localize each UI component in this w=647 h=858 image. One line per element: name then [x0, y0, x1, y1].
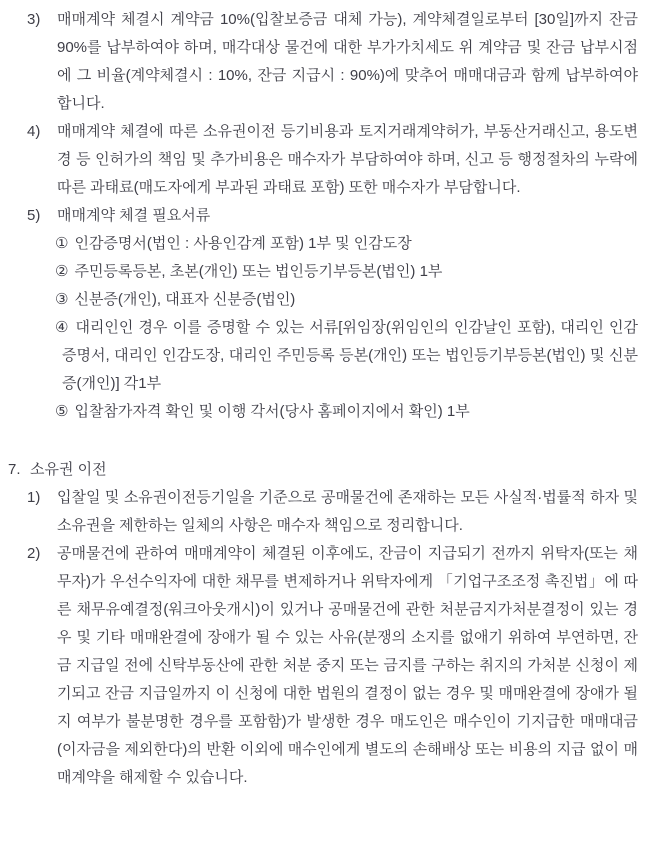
circled-number-marker: ④ — [55, 319, 70, 336]
item-marker: 1) — [27, 489, 41, 506]
item-text: 입찰일 및 소유권이전등기일을 기준으로 공매물건에 존재하는 모든 사실적·법률적 하자 및 소유권을 제한하는 일체의 사항은 매수자 책임으로 정리합니다. — [57, 489, 638, 534]
item-text: 매매계약 체결 필요서류 — [57, 207, 211, 224]
required-doc-item-5 — [8, 398, 638, 426]
section-title: 소유권 이전 — [30, 461, 107, 478]
subitem-text: 신분증(개인), 대표자 신분증(법인) — [74, 291, 296, 308]
item-marker: 3) — [27, 11, 41, 28]
list-item-5 — [8, 202, 638, 230]
subitem-text: 대리인인 경우 이를 증명할 수 있는 서류[위임장(위임인의 인감날인 포함), 대리인 인감증명서, 대리인 인감도장, 대리인 주민등록 등본(개인) 또는 법인등기부등본(법인) 및 신분증(개인)] 각1부 — [62, 319, 638, 392]
required-doc-item-1 — [8, 230, 638, 258]
item-marker: 5) — [27, 207, 41, 224]
subitem-text: 입찰참가자격 확인 및 이행 각서(당사 홈페이지에서 확인) 1부 — [74, 403, 470, 420]
list-item-3 — [8, 6, 638, 118]
section-heading — [8, 456, 638, 484]
circled-number-marker: ③ — [55, 291, 69, 308]
ownership-transfer-section — [8, 456, 638, 792]
list-item-4 — [8, 118, 638, 202]
item-marker: 2) — [27, 545, 41, 562]
required-doc-item-2 — [8, 258, 638, 286]
list-item-7-1 — [8, 484, 638, 540]
section-number: 7. — [8, 461, 21, 478]
item-text: 매매계약 체결시 계약금 10%(입찰보증금 대체 가능), 계약체결일로부터 [30일]까지 잔금 90%를 납부하여야 하며, 매각대상 물건에 대한 부가가치세도 위 계약금 및 잔금 납부시점에 그 비율(계약체결시 : 10%, 잔금 지급시 : 90%)에 맞추어 매매대금과 함께 납부하여야 합니다. — [57, 11, 638, 112]
subitem-text: 주민등록등본, 초본(개인) 또는 법인등기부등본(법인) 1부 — [74, 263, 443, 280]
item-text: 공매물건에 관하여 매매계약이 체결된 이후에도, 잔금이 지급되기 전까지 위탁자(또는 채무자)가 우선수익자에 대한 채무를 변제하거나 위탁자에게 「기업구조조정 촉진법」에 따른 채무유예결정(워크아웃개시)이 있거나 공매물건에 관한 처분금지가처분결정이 있는 경우 및 기타 매매완결에 장애가 될 수 있는 사유(분쟁의 소지를 없애기 위하여 부연하면, 잔금 지급일 전에 신탁부동산에 관한 처분 중지 또는 금지를 구하는 취지의 가처분 신청이 제기되고 잔금 지급일까지 이 신청에 대한 법원의 결정이 없는 경우 및 매매완결에 장애가 될 지 여부가 불분명한 경우를 포함함)가 발생한 경우 매도인은 매수인이 기지급한 매매대금(이자금을 제외한다)의 반환 이외에 매수인에게 별도의 손해배상 또는 비용의 지급 없이 매매계약을 해제할 수 있습니다. — [57, 545, 638, 786]
subitem-text: 인감증명서(법인 : 사용인감계 포함) 1부 및 인감도장 — [74, 235, 412, 252]
circled-number-marker: ① — [55, 235, 69, 252]
required-doc-item-4 — [8, 314, 638, 398]
circled-number-marker: ⑤ — [55, 403, 69, 420]
item-marker: 4) — [27, 123, 41, 140]
contract-terms-section — [8, 6, 638, 426]
required-doc-item-3 — [8, 286, 638, 314]
circled-number-marker: ② — [55, 263, 69, 280]
item-text: 매매계약 체결에 따른 소유권이전 등기비용과 토지거래계약허가, 부동산거래신고, 용도변경 등 인허가의 책임 및 추가비용은 매수자가 부담하여야 하며, 신고 등 행정절차의 누락에 따른 과태료(매도자에게 부과된 과태료 포함) 또한 매수자가 부담합니다. — [57, 123, 638, 196]
list-item-7-2 — [8, 540, 638, 792]
